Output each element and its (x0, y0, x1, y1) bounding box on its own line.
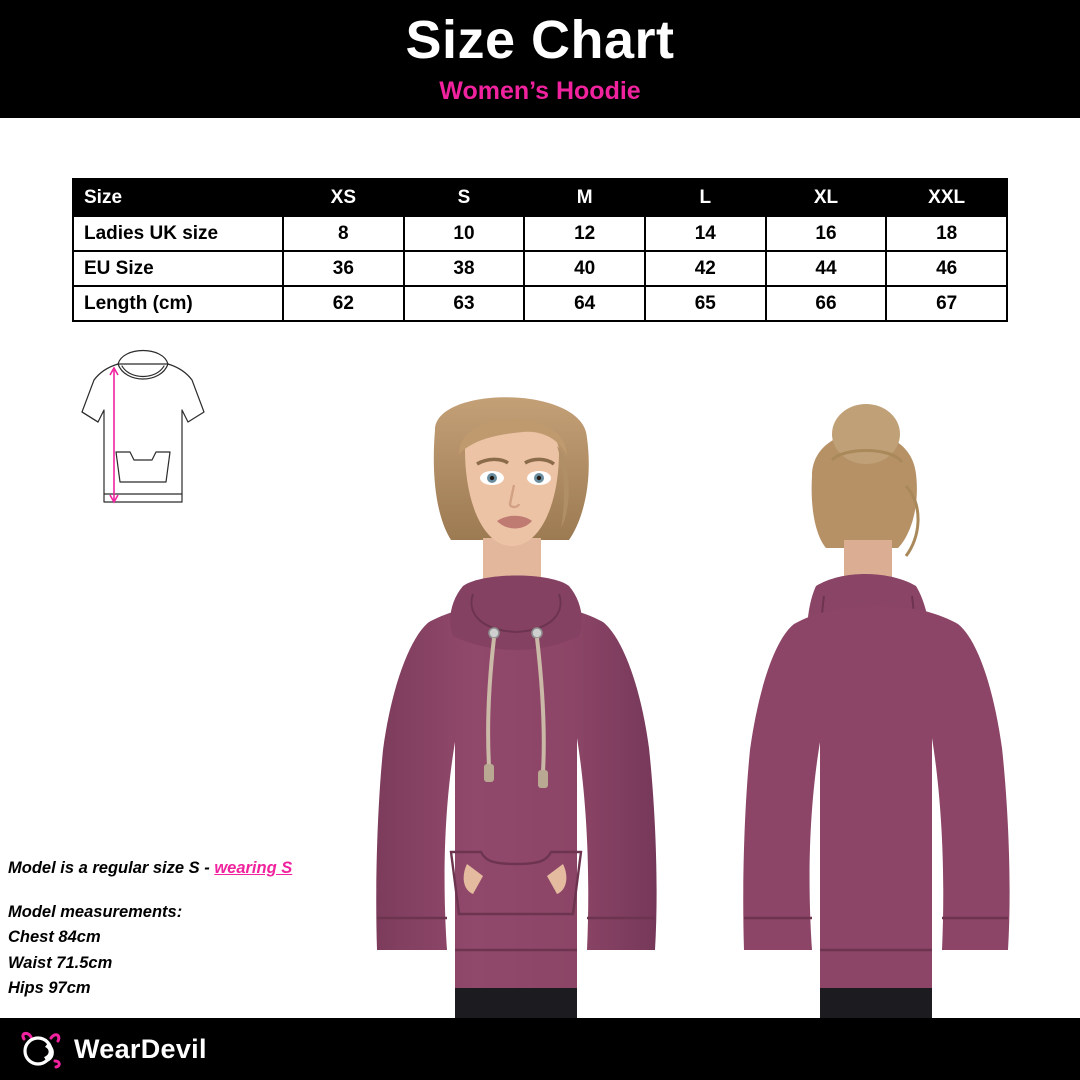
table-header-xl: XL (766, 179, 887, 216)
table-header-row (73, 179, 1007, 216)
cell-length-xs: 62 (283, 286, 404, 321)
size-table-container (72, 178, 1008, 322)
cell-eu-m: 40 (524, 251, 645, 286)
cell-length-xl: 66 (766, 286, 887, 321)
model-front-view (355, 390, 685, 1020)
table-header-size: Size (73, 179, 283, 216)
cell-eu-xl: 44 (766, 251, 887, 286)
measurement-hips: Hips 97cm (8, 979, 91, 998)
cell-eu-s: 38 (404, 251, 525, 286)
hoodie-outline-icon (78, 336, 208, 516)
eyelet-right (532, 628, 542, 638)
cell-uk-xxl: 18 (886, 216, 1007, 251)
cell-length-l: 65 (645, 286, 766, 321)
table-header-s: S (404, 179, 525, 216)
cell-length-m: 64 (524, 286, 645, 321)
table-header-l: L (645, 179, 766, 216)
model-notes (8, 856, 368, 1002)
model-size-prefix: Model is a regular size S - (8, 859, 215, 877)
table-row (73, 251, 1007, 286)
cell-uk-xs: 8 (283, 216, 404, 251)
cell-length-xxl: 67 (886, 286, 1007, 321)
measurement-waist: Waist 71.5cm (8, 953, 113, 972)
cell-length-s: 63 (404, 286, 525, 321)
table-header-xxl: XXL (886, 179, 1007, 216)
table-header-m: M (524, 179, 645, 216)
hoodie-body-back (743, 606, 1009, 990)
leggings-back (820, 988, 932, 1020)
cell-eu-xs: 36 (283, 251, 404, 286)
drawstring-tip-left (484, 764, 494, 782)
table-header-xs: XS (283, 179, 404, 216)
header-banner (0, 0, 1080, 118)
model-photos (330, 390, 1030, 1020)
hoodie-body (376, 604, 656, 990)
size-table (72, 178, 1008, 322)
model-size-line (8, 856, 368, 882)
measurement-chest: Chest 84cm (8, 928, 101, 947)
drawstring-tip-right (538, 770, 548, 788)
model-back-view (720, 390, 1020, 1020)
cell-uk-m: 12 (524, 216, 645, 251)
eyelet-left (489, 628, 499, 638)
hoodie-length-diagram (78, 336, 208, 516)
model-wearing-size: wearing S (214, 859, 293, 877)
page-subtitle: Women’s Hoodie (439, 76, 641, 105)
page-title: Size Chart (405, 10, 675, 71)
row-label-length: Length (cm) (73, 286, 283, 321)
hood (450, 576, 582, 651)
measurements-title: Model measurements: (8, 902, 183, 921)
row-label-eu-size: EU Size (73, 251, 283, 286)
cell-eu-xxl: 46 (886, 251, 1007, 286)
footer-bar (0, 1018, 1080, 1080)
devil-logo-icon (18, 1029, 62, 1069)
cell-uk-s: 10 (404, 216, 525, 251)
cell-eu-l: 42 (645, 251, 766, 286)
row-label-uk-size: Ladies UK size (73, 216, 283, 251)
brand-name: WearDevil (74, 1033, 207, 1064)
leggings (455, 988, 577, 1020)
table-row (73, 216, 1007, 251)
neck-back (844, 540, 892, 578)
cell-uk-l: 14 (645, 216, 766, 251)
cell-uk-xl: 16 (766, 216, 887, 251)
table-row (73, 286, 1007, 321)
